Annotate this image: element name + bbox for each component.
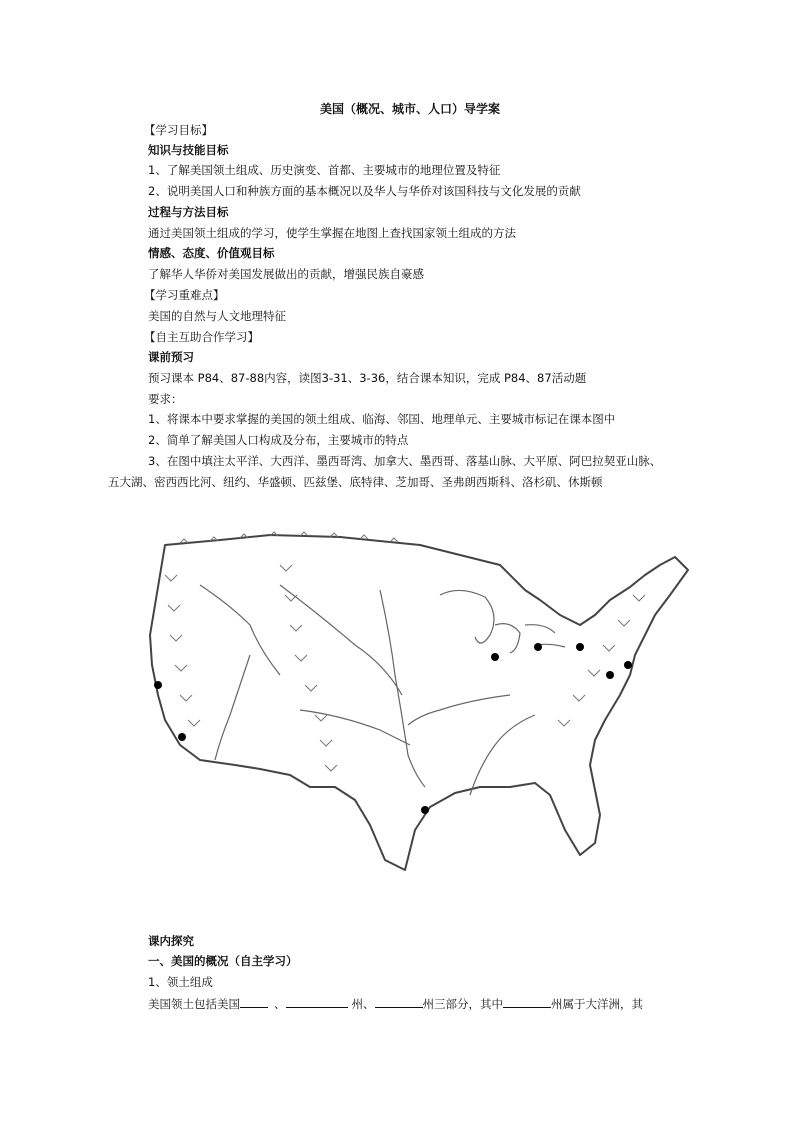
requirement-3-line-1: 3、在图中填注太平洋、大西洋、墨西哥湾、加拿大、墨西哥、落基山脉、大平原、阿巴拉契亚山脉、 [148,454,662,468]
city-dot [154,681,162,689]
city-dot [624,661,632,669]
fill-in-line [148,995,643,1012]
city-dot [178,733,186,741]
fill-text-b: 、 [274,997,286,1011]
emotion-heading: 情感、态度、价值观目标 [148,246,275,260]
colorado-river [215,655,250,760]
ohio-river [408,695,510,725]
coastal-ranges [165,575,200,726]
section-cooperative: 【自主互助合作学习】 [144,330,259,344]
great-lakes [440,590,565,653]
fill-text-e: 州属于大洋洲，其 [551,997,643,1011]
part1-heading: 一、美国的概况（自主学习） [148,954,298,968]
us-outline-map [140,525,695,875]
inclass-heading: 课内探究 [148,934,194,948]
key-points-text: 美国的自然与人文地理特征 [148,309,286,323]
city-dot [491,653,499,661]
blank-1[interactable] [240,995,268,1008]
rocky-mountains [280,565,337,771]
mississippi-river [380,590,425,787]
city-dot [421,806,429,814]
blank-4[interactable] [503,995,551,1008]
emotion-text: 了解华人华侨对美国发展做出的贡献，增强民族自豪感 [148,267,424,281]
arkansas-river [300,710,410,745]
blank-3[interactable] [375,995,423,1008]
section-objectives: 【学习目标】 [144,123,213,137]
fill-text-c: 州、 [351,997,375,1011]
knowledge-item-2: 2、说明美国人口和种族方面的基本概况以及华人与华侨对该国科技与文化发展的贡献 [148,184,581,198]
city-dot [576,643,584,651]
knowledge-item-1: 1、了解美国领土组成、历史演变、首都、主要城市的地理位置及特征 [148,163,501,177]
knowledge-heading: 知识与技能目标 [148,143,229,157]
fill-text-d: 州三部分，其中 [422,997,503,1011]
city-dot [606,671,614,679]
preview-text: 预习课本 P84、87-88内容，读图3-31、3-36，结合课本知识，完成 P84、87活动题 [148,371,587,385]
fill-text-a: 美国领土包括美国 [148,997,240,1011]
requirement-1: 1、将课本中要求掌握的美国的领土组成、临海、邻国、地理单元、主要城市标记在课本图中 [148,412,616,426]
page-title: 美国（概况、城市、人口）导学案 [320,102,501,116]
requirement-2: 2、简单了解美国人口构成及分布，主要城市的特点 [148,433,409,447]
blank-2[interactable] [286,995,348,1008]
territory-label: 1、领土组成 [148,975,213,989]
process-text: 通过美国领土组成的学习，使学生掌握在地图上查找国家领土组成的方法 [148,226,516,240]
city-dot [534,643,542,651]
requirement-3-line-2: 五大湖、密西西比河、纽约、华盛顿、匹兹堡、底特律、芝加哥、圣弗朗西斯科、洛杉矶、休斯顿 [108,475,603,489]
map-country-border [150,535,688,870]
requirements-label: 要求： [148,392,183,406]
missouri-river [280,585,402,695]
appalachian-mountains [558,595,645,726]
process-heading: 过程与方法目标 [148,205,229,219]
section-key-points: 【学习重难点】 [144,288,225,302]
preview-heading: 课前预习 [148,350,194,364]
